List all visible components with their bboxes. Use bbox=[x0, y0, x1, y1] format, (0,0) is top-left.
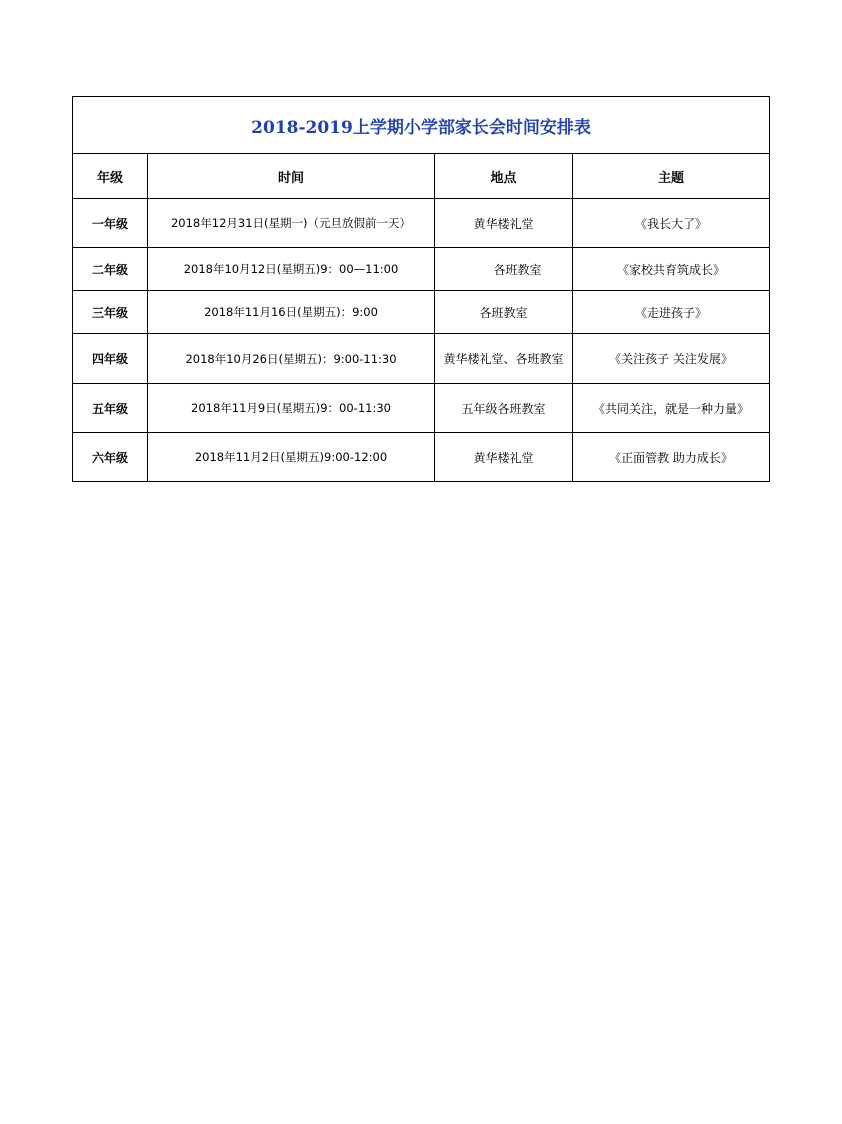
theme-cell: 《家校共育筑成长》 bbox=[573, 248, 770, 291]
time-cell: 2018年11月9日(星期五)9：00-11:30 bbox=[148, 384, 435, 433]
theme-cell: 《我长大了》 bbox=[573, 199, 770, 248]
table-title: 2018-2019上学期小学部家长会时间安排表 bbox=[73, 97, 770, 154]
grade-cell: 一年级 bbox=[73, 199, 148, 248]
grade-cell: 三年级 bbox=[73, 291, 148, 334]
schedule-sheet bbox=[72, 96, 769, 482]
table-row bbox=[73, 384, 770, 433]
time-cell: 2018年10月12日(星期五)9：00—11:00 bbox=[148, 248, 435, 291]
header-row bbox=[73, 154, 770, 199]
theme-cell: 《共同关注，就是一种力量》 bbox=[573, 384, 770, 433]
time-cell: 2018年10月26日(星期五)：9:00-11:30 bbox=[148, 334, 435, 384]
theme-cell: 《走进孩子》 bbox=[573, 291, 770, 334]
grade-cell: 五年级 bbox=[73, 384, 148, 433]
time-cell: 2018年12月31日(星期一)（元旦放假前一天） bbox=[148, 199, 435, 248]
header-theme: 主题 bbox=[573, 154, 770, 199]
place-cell: 黄华楼礼堂 bbox=[435, 433, 573, 482]
place-cell: 五年级各班教室 bbox=[435, 384, 573, 433]
place-cell: 各班教室 bbox=[435, 248, 573, 291]
schedule-table bbox=[72, 96, 770, 482]
header-grade: 年级 bbox=[73, 154, 148, 199]
time-cell: 2018年11月2日(星期五)9:00-12:00 bbox=[148, 433, 435, 482]
place-cell: 各班教室 bbox=[435, 291, 573, 334]
title-row bbox=[73, 97, 770, 154]
theme-cell: 《正面管教 助力成长》 bbox=[573, 433, 770, 482]
table-row bbox=[73, 199, 770, 248]
place-cell: 黄华楼礼堂 bbox=[435, 199, 573, 248]
grade-cell: 六年级 bbox=[73, 433, 148, 482]
grade-cell: 四年级 bbox=[73, 334, 148, 384]
table-row bbox=[73, 433, 770, 482]
time-cell: 2018年11月16日(星期五)：9:00 bbox=[148, 291, 435, 334]
table-row bbox=[73, 291, 770, 334]
place-cell: 黄华楼礼堂、各班教室 bbox=[435, 334, 573, 384]
header-place: 地点 bbox=[435, 154, 573, 199]
theme-cell: 《关注孩子 关注发展》 bbox=[573, 334, 770, 384]
table-row bbox=[73, 334, 770, 384]
header-time: 时间 bbox=[148, 154, 435, 199]
table-row bbox=[73, 248, 770, 291]
grade-cell: 二年级 bbox=[73, 248, 148, 291]
